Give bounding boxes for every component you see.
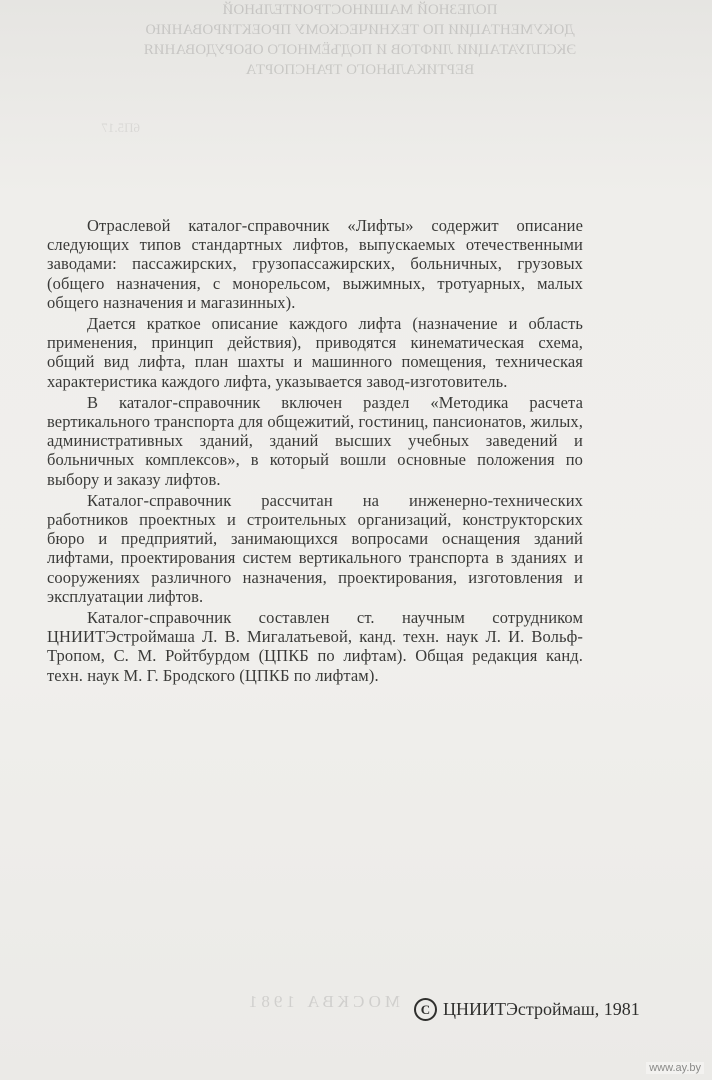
paragraph-audience: Каталог-справочник рассчитан на инженерно-технических работников проектных и строительных организаций, конструкторских бюро и предприятий, занимающихся вопросами оснащения зданий лифтами, проектирования систем вертикального транспорта в зданиях и сооружениях различного назначения, проектирования, изготовления и эксплуатации лифтов.: [47, 490, 583, 606]
bleed-through-footer: МОСКВА 1981: [244, 992, 400, 1011]
copyright-line: [414, 998, 640, 1021]
copyright-icon: C: [414, 998, 437, 1021]
paragraph-contents: Отраслевой каталог-справочник «Лифты» содержит описание следующих типов стандартных лифтов, выпускаемых отечественными заводами: пассажирских, грузопассажирских, больничных, грузовых (общего назначения, с монорельсом, выжимных, тротуарных, малых общего назначения и магазинных).: [47, 216, 583, 312]
bleed-line: ВЕРТИКАЛЬНОГО ТРАНСПОРТА: [245, 62, 475, 78]
bleed-line: ЭКСПЛУАТАЦИИ ЛИФТОВ И ПОДЪЁМНОГО ОБОРУДОВАНИЯ: [143, 42, 577, 58]
bleed-line: ПОЛЕЗНОЙ МАШИНОСТРОИТЕЛЬНОЙ: [222, 2, 498, 18]
paragraph-methodology: В каталог-справочник включен раздел «Методика расчета вертикального транспорта для общежитий, гостиниц, пансионатов, жилых, административных зданий, зданий высших учебных заведений и больничных комплексов», в который вошли основные положения по выбору и заказу лифтов.: [47, 392, 583, 489]
site-watermark: www.ay.by: [646, 1062, 704, 1074]
bleed-line: ДОКУМЕНТАЦИИ ПО ТЕХНИЧЕСКОМУ ПРОЕКТИРОВАНИЮ: [145, 22, 575, 38]
copyright-text: ЦНИИТЭстроймаш, 1981: [443, 999, 640, 1019]
bleed-through-code: 6П5.17: [101, 120, 140, 135]
annotation-text: [47, 216, 583, 687]
bleed-through-header: [40, 0, 680, 110]
paragraph-description: Дается краткое описание каждого лифта (назначение и область применения, принцип действия), приводятся кинематическая схема, общий вид лифта, план шахты и машинного помещения, техническая характеристика каждого лифта, указывается завод-изготовитель.: [47, 314, 583, 391]
paragraph-authors: Каталог-справочник составлен ст. научным сотрудником ЦНИИТЭстроймаша Л. В. Мигалатьевой, канд. техн. наук Л. И. Вольф-Тропом, С. М. Ройтбурдом (ЦПКБ по лифтам). Общая редакция канд. техн. наук М. Г. Бродского (ЦПКБ по лифтам).: [47, 608, 583, 685]
